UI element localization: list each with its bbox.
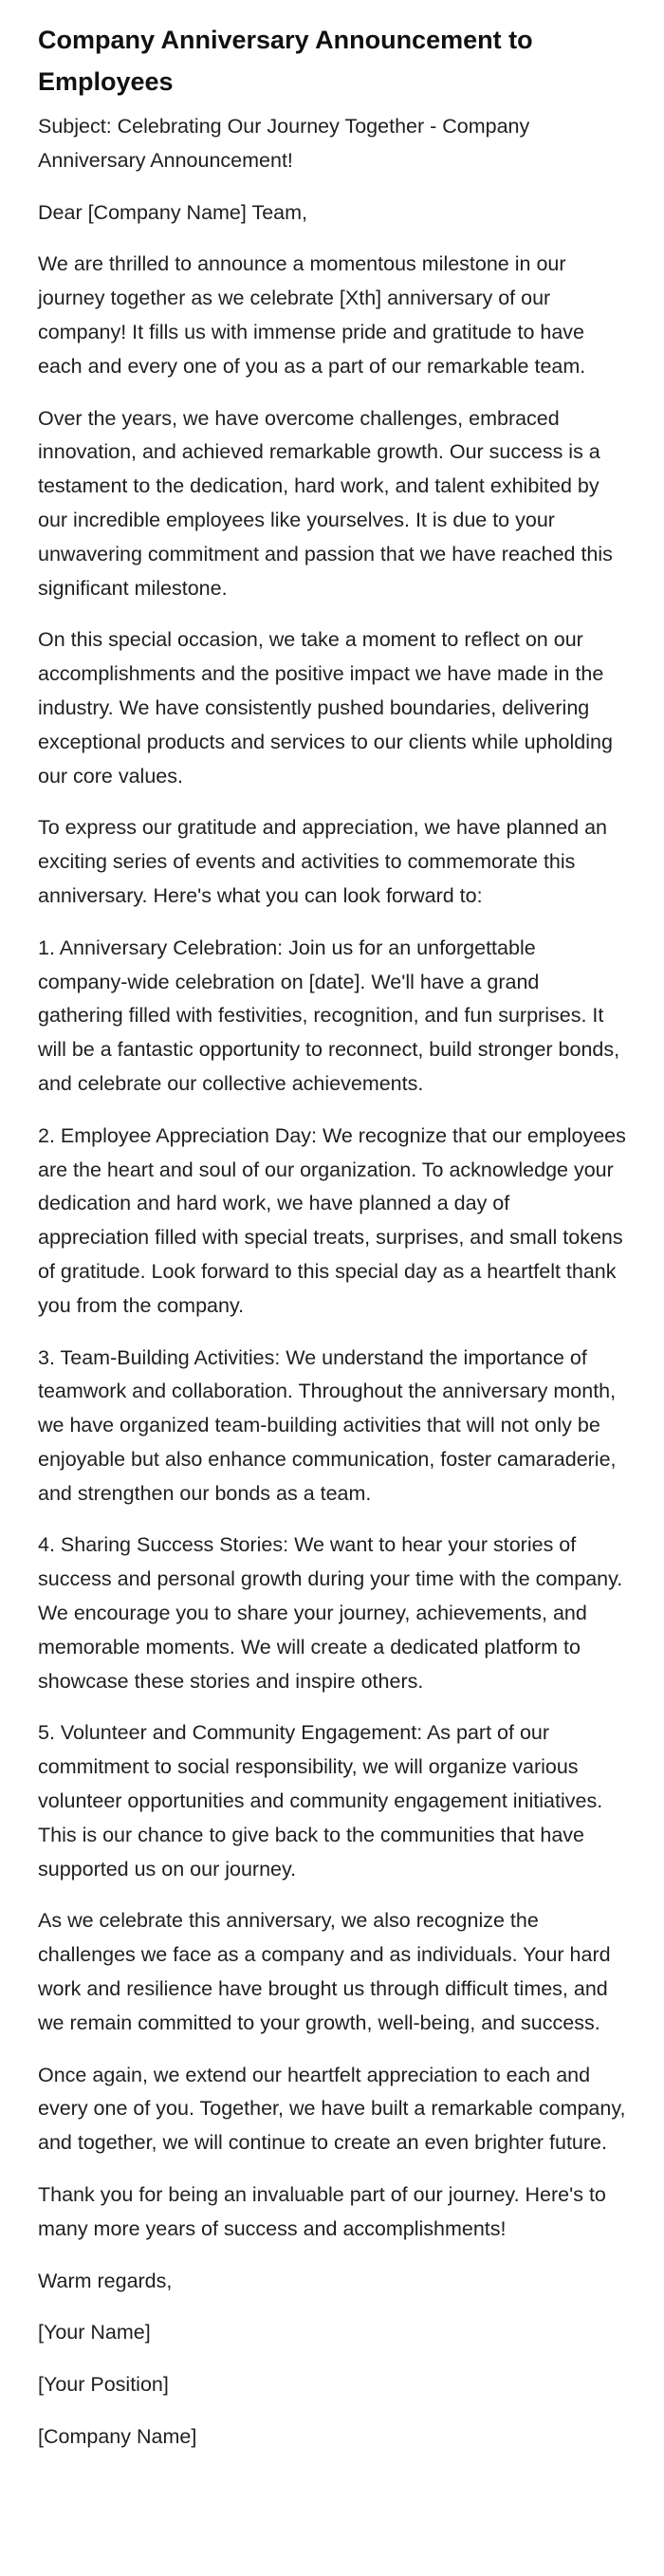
signature-name: [Your Name]	[38, 2321, 151, 2344]
body-paragraph: On this special occasion, we take a moment to reflect on our accomplishments and the positive impact we have made in the industry. We have consistently pushed boundaries, delivering exceptional products and services to our clients while upholding our core values.	[38, 628, 613, 788]
list-item-team-building: 3. Team-Building Activities: We understand the importance of teamwork and collaboration. Throughout the anniversary month, we have organized team-building activities that will not only be enjoyable but also enhance communication, foster camaraderie, and strengthen our bonds as a team.	[38, 1345, 617, 1505]
list-item-anniversary-celebration: 1. Anniversary Celebration: Join us for an unforgettable company-wide celebration on [date]. We'll have a grand gathering filled with festivities, recognition, and fun surprises. It will be a fantastic opportunity to reconnect, build stronger bonds, and celebrate our collective achievements.	[38, 936, 620, 1095]
signature-company: [Company Name]	[38, 2425, 197, 2449]
list-item-employee-appreciation: 2. Employee Appreciation Day: We recognize that our employees are the heart and soul of our organization. To acknowledge your dedication and hard work, we have planned a day of appreciation filled with special treats, surprises, and small tokens of gratitude. Look forward to this special day as a heartfelt thank you from the company.	[38, 1123, 626, 1317]
body-paragraph: Thank you for being an invaluable part of our journey. Here's to many more years of success and accomplishments!	[38, 2183, 606, 2240]
body-paragraph: To express our gratitude and appreciation, we have planned an exciting series of events and activities to commemorate this anniversary. Here's what you can look forward to:	[38, 816, 608, 907]
list-item-volunteer: 5. Volunteer and Community Engagement: As part of our commitment to social responsibility, we will organize various volunteer opportunities and community engagement initiatives. This is our chance to give back to the communities that have supported us on our journey.	[38, 1721, 603, 1881]
body-paragraph: Once again, we extend our heartfelt appreciation to each and every one of you. Together, we have built a remarkable company, and together, we will continue to create an even brighter future.	[38, 2063, 626, 2155]
document-title: Company Anniversary Announcement to Employees	[38, 26, 533, 96]
body-paragraph: Over the years, we have overcome challenges, embraced innovation, and achieved remarkable growth. Our success is a testament to the dedication, hard work, and talent exhibited by our incredible employees like yourselves. It is due to your unwavering commitment and passion that we have reached this significant milestone.	[38, 406, 613, 600]
greeting: Dear [Company Name] Team,	[38, 200, 307, 224]
body-paragraph: As we celebrate this anniversary, we also recognize the challenges we face as a company and as individuals. Your hard work and resilience have brought us through difficult times, and we remain committed to your growth, well-being, and success.	[38, 1909, 611, 2034]
closing: Warm regards,	[38, 2269, 173, 2292]
body-paragraph: We are thrilled to announce a momentous milestone in our journey together as we celebrate [Xth] anniversary of our company! It fills us with immense pride and gratitude to have each and every one of you as a part of our remarkable team.	[38, 252, 586, 378]
signature-position: [Your Position]	[38, 2373, 169, 2397]
subject-line: Subject: Celebrating Our Journey Together - Company Anniversary Announcement!	[38, 115, 530, 172]
list-item-success-stories: 4. Sharing Success Stories: We want to hear your stories of success and personal growth during your time with the company. We encourage you to share your journey, achievements, and memorable moments. We will create a dedicated platform to showcase these stories and inspire others.	[38, 1533, 623, 1693]
